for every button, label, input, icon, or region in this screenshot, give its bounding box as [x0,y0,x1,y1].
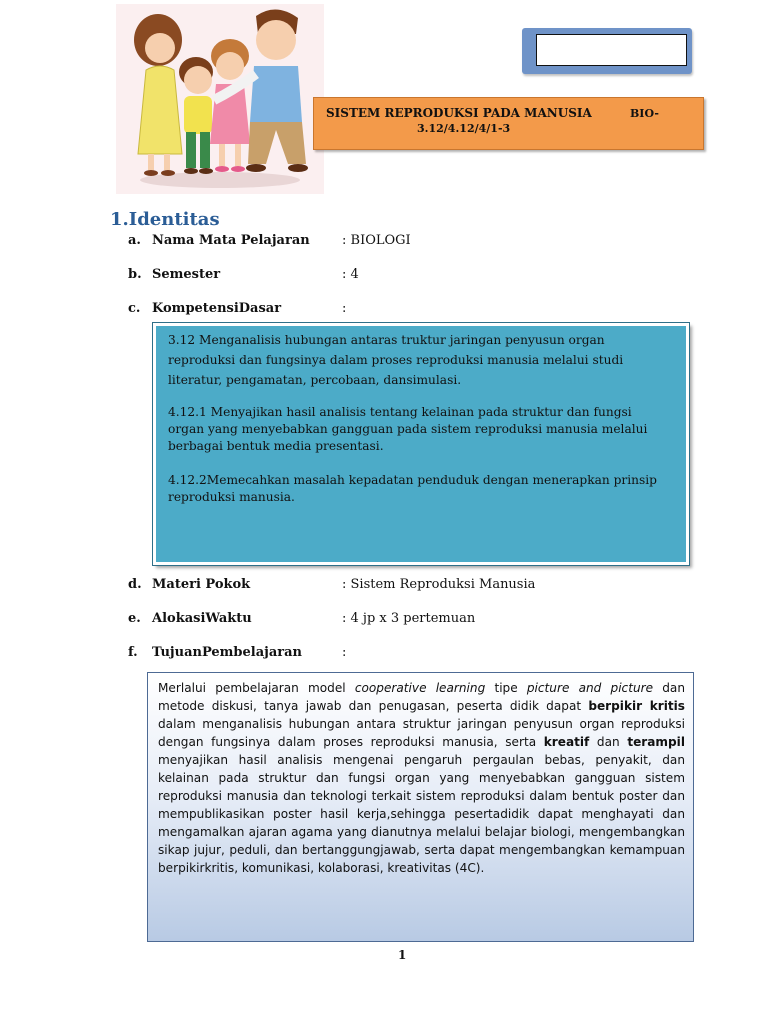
kd-4-12-1: 4.12.1 Menyajikan hasil analisis tentang kelainan pada struktur dan fungsi organ yang menyebabkan gangguan pada sistem reproduksi manusia melalui berbagai bentuk media presentasi. [168,405,648,453]
row-label: AlokasiWaktu [152,611,252,626]
code-box [522,28,692,74]
row-value: : [342,645,347,660]
page-number: 1 [398,948,407,962]
family-illustration [116,4,324,194]
family-illustration-graphic [116,4,324,194]
row-value: : [342,301,347,316]
tujuan-text: dalam menganalisis hubungan antara struktur jaringan penyusun organ reproduksi dengan fungsinya dalam proses reproduksi manusia, serta [158,717,685,749]
row-value: : Sistem Reproduksi Manusia [342,577,536,592]
tujuan-text: tipe [485,681,527,695]
row-label: KompetensiDasar [152,301,282,316]
tujuan-text: Merlalui pembelajaran model [158,681,355,695]
section-heading [110,209,220,230]
document-code-part1: BIO- [630,107,659,120]
tujuan-pembelajaran-box [147,672,694,942]
row-letter: f. [128,645,138,660]
tujuan-paragraph [158,679,685,877]
tujuan-bold: kreatif [543,735,590,749]
row-value: : 4 [342,267,359,282]
kd-3-12: 3.12 Menganalisis hubungan antaras truktur jaringan penyusun organ reproduksi dan fungsinya dalam proses reproduksi manusia melalui studi literatur, pengamatan, percobaan, dansimulasi. [168,333,624,387]
row-value: : BIOLOGI [342,233,411,248]
row-letter: a. [128,233,141,248]
row-label: Nama Mata Pelajaran [152,233,310,248]
section-title: Identitas [128,209,220,230]
row-label: Semester [152,267,221,282]
kd-4-12-2: 4.12.2Memecahkan masalah kepadatan penduduk dengan menerapkan prinsip reproduksi manusia. [168,473,657,504]
row-value: : 4 jp x 3 pertemuan [342,611,476,626]
tujuan-bold: berpikir kritis [588,699,685,713]
tujuan-bold: terampil [627,735,685,749]
row-letter: d. [128,577,142,592]
row-label: TujuanPembelajaran [152,645,302,660]
row-label: Materi Pokok [152,577,251,592]
row-letter: c. [128,301,141,316]
row-letter: e. [128,611,141,626]
kompetensi-dasar-box [153,323,689,565]
document-title: SISTEM REPRODUKSI PADA MANUSIA [326,106,592,120]
tujuan-text: dan [589,735,628,749]
title-banner [313,97,704,150]
tujuan-italic: cooperative learning [354,681,486,695]
row-letter: b. [128,267,142,282]
tujuan-text: menyajikan hasil analisis mengenai pengaruh pergaulan bebas, penyakit, dan kelainan pada struktur dan fungsi organ yang menyebabkan gangguan sistem reproduksi manusia dan teknologi terkait sistem reproduksi dalam bentuk poster dan mempublikasikan poster hasil kerja,sehingga pesertadidik dapat menghayati dan mengamalkan ajaran agama yang dianutnya melalui belajar biologi, mengembangkan sikap jujur, peduli, dan bertanggungjawab, serta dapat mengembangkan kemampuan berpikirkritis, komunikasi, kolaborasi, kreativitas (4C). [158,753,685,875]
tujuan-italic: picture and picture [526,681,654,695]
document-code-part2: 3.12/4.12/4/1-3 [417,122,511,135]
tujuan-text: dan metode diskusi, tanya jawab dan penugasan, peserta didik dapat [158,681,685,713]
code-box-field [536,34,687,66]
section-number: 1. [110,209,129,230]
